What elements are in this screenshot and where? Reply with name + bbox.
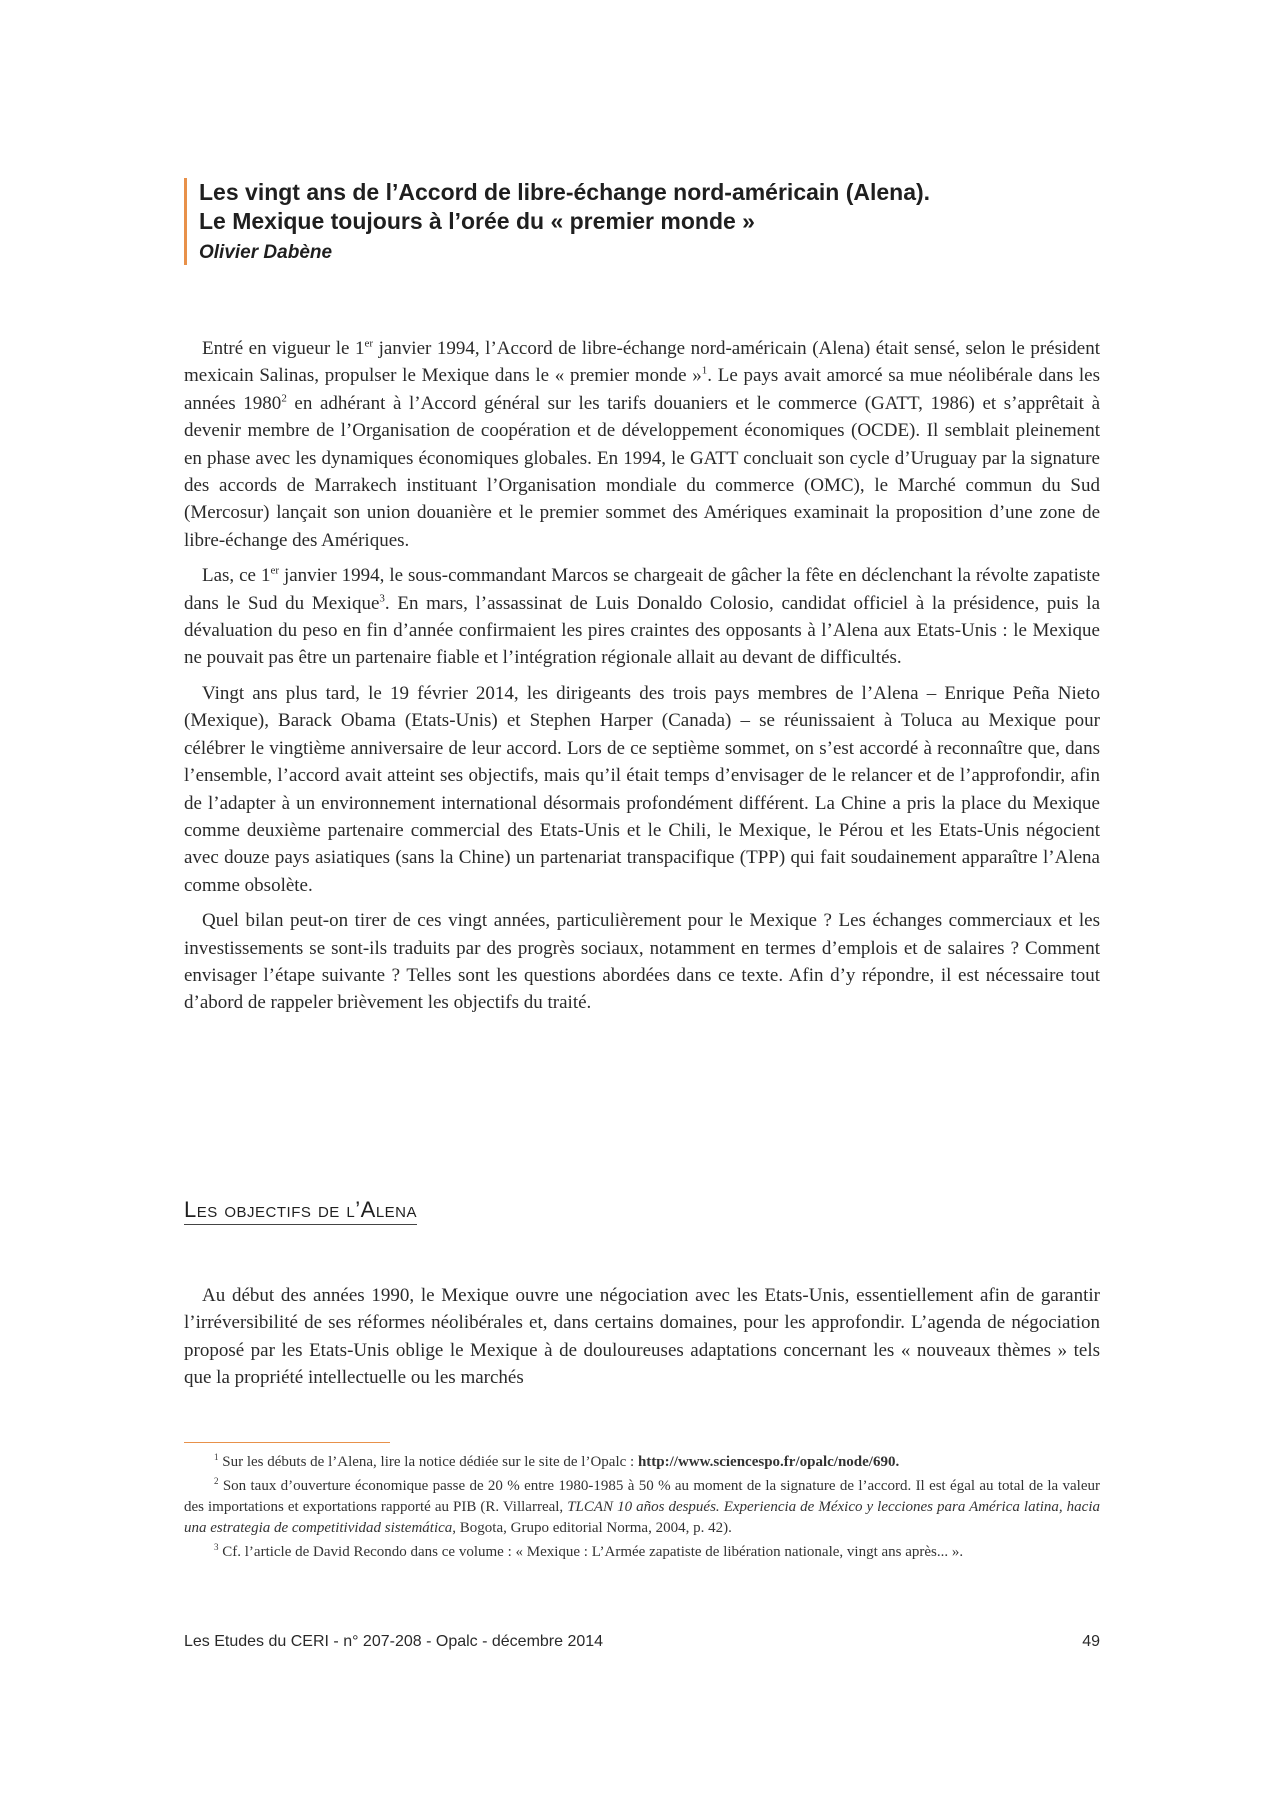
footnote-3 — [184, 1542, 1100, 1563]
text-run: janvier 1994, l’Accord de libre-échange nord-américain (Alena) était sensé, selon le président mexicain Salinas, propulser le Mexique dans le « premier monde » — [184, 338, 1100, 387]
footnote-divider — [184, 1442, 390, 1443]
footer-publication: Les Etudes du CERI - n° 207-208 - Opalc - décembre 2014 — [184, 1633, 604, 1650]
footnote-number: 3 — [214, 1542, 219, 1552]
footnote-text: Son taux d’ouverture économique passe de 20 % entre 1980-1985 à 50 % au moment de la signature de l’accord. Il est égal au total de la valeur des importations et exportations rapporté au PIB (R. Villarreal, — [184, 1478, 1100, 1515]
ordinal-suffix: er — [364, 337, 374, 350]
footnote-book-title: TLCAN 10 años después. Experiencia de México y lecciones para América latina, hacia una estrategia de competitividad sistemática — [184, 1499, 1100, 1536]
article-title-line-2: Le Mexique toujours à l’orée du « premier monde » — [199, 208, 755, 234]
intro-paragraph-1 — [184, 335, 1100, 554]
intro-paragraph-4: Quel bilan peut-on tirer de ces vingt années, particulièrement pour le Mexique ? Les échanges commerciaux et les investissements se sont-ils traduits par des progrès sociaux, notamment en termes d’emplois et de salaires ? Comment envisager l’étape suivante ? Telles sont les questions abordées dans ce texte. Afin d’y répondre, il est nécessaire tout d’abord de rappeler brièvement les objectifs du traité. — [184, 910, 1100, 1014]
footnote-number: 2 — [214, 1476, 219, 1486]
footnote-2 — [184, 1476, 1100, 1539]
footnotes — [184, 1452, 1100, 1566]
section-heading: Les objectifs de l’Alena — [184, 1197, 417, 1225]
footnote-number: 1 — [214, 1452, 219, 1462]
footnote-ref-3[interactable]: 3 — [379, 592, 385, 605]
footnote-ref-1[interactable]: 1 — [701, 365, 708, 378]
footnote-link[interactable]: http://www.sciencespo.fr/opalc/node/690. — [637, 1454, 900, 1470]
footnote-text: Sur les débuts de l’Alena, lire la notice dédiée sur le site de l’Opalc : — [218, 1454, 638, 1470]
text-run: . Le pays avait amorcé sa mue néolibérale dans les années 1980 — [184, 365, 1100, 414]
text-run: janvier 1994, le sous-commandant Marcos se chargeait de gâcher la fête en déclenchant la révolte zapatiste dans le Sud du Mexique — [184, 565, 1100, 614]
footnote-ref-2[interactable]: 2 — [281, 392, 287, 405]
footnote-1 — [184, 1452, 1100, 1473]
intro-section — [184, 335, 1100, 1025]
footnote-text: Cf. l’article de David Recondo dans ce volume : « Mexique : L’Armée zapatiste de libération nationale, vingt ans après... ». — [218, 1544, 964, 1560]
page-footer — [184, 1633, 1100, 1655]
text-run: Entré en vigueur le 1 — [202, 338, 365, 359]
intro-paragraph-3: Vingt ans plus tard, le 19 février 2014, les dirigeants des trois pays membres de l’Alena – Enrique Peña Nieto (Mexique), Barack Obama (Etats-Unis) et Stephen Harper (Canada) – se réunissaient à Toluca au Mexique pour célébrer le vingtième anniversaire de leur accord. Lors de ce septième sommet, on s’est accordé à reconnaître que, dans l’ensemble, l’accord avait atteint ses objectifs, mais qu’il était temps d’envisager de le relancer et de l’approfondir, afin de l’adapter à un environnement international désormais profondément différent. La Chine a pris la place du Mexique comme deuxième partenaire commercial des Etats-Unis et le Chili, le Mexique, le Pérou et les Etats-Unis négocient avec douze pays asiatiques (sans la Chine) un partenariat transpacifique (TPP) qui fait soudainement apparaître l’Alena comme obsolète. — [184, 682, 1100, 896]
article-title-line-1: Les vingt ans de l’Accord de libre-échange nord-américain (Alena). — [199, 179, 931, 205]
text-run: Las, ce 1 — [202, 565, 271, 587]
section-body — [184, 1282, 1100, 1400]
text-run: . En mars, l’assassinat de Luis Donaldo Colosio, candidat officiel à la présidence, puis la dévaluation du peso en fin d’année confirmaient les pires craintes des opposants à l’Alena aux Etats-Unis : le Mexique ne pouvait pas être un partenaire fiable et l’intégration régionale allait au devant de difficultés. — [184, 592, 1100, 669]
article-author: Olivier Dabène — [199, 242, 333, 263]
article-header — [184, 178, 1159, 265]
text-run: en adhérant à l’Accord général sur les tarifs douaniers et le commerce (GATT, 1986) et s’apprêtait à devenir membre de l’Organisation de coopération et de développement économiques (OCDE). Il semblait pleinement en phase avec les dynamiques économiques globales. En 1994, le GATT concluait son cycle d’Uruguay par la signature des accords de Marrakech instituant l’Organisation mondiale du commerce (OMC), le Marché commun du Sud (Mercosur) lançait son union douanière et le premier sommet des Amériques examinait la proposition d’une zone de libre-échange des Amériques. — [184, 392, 1100, 551]
ordinal-suffix: er — [270, 564, 279, 577]
intro-paragraph-2 — [184, 562, 1100, 672]
footnote-text: , Bogota, Grupo editorial Norma, 2004, p. 42). — [452, 1520, 732, 1536]
page-number: 49 — [1082, 1633, 1100, 1650]
section-paragraph-1: Au début des années 1990, le Mexique ouvre une négociation avec les Etats-Unis, essentiellement afin de garantir l’irréversibilité de ses réformes néolibérales et, dans certains domaines, pour les approfondir. L’agenda de négociation proposé par les Etats-Unis oblige le Mexique à de douloureuses adaptations concernant les « nouveaux thèmes » tels que la propriété intellectuelle ou les marchés — [184, 1285, 1100, 1389]
